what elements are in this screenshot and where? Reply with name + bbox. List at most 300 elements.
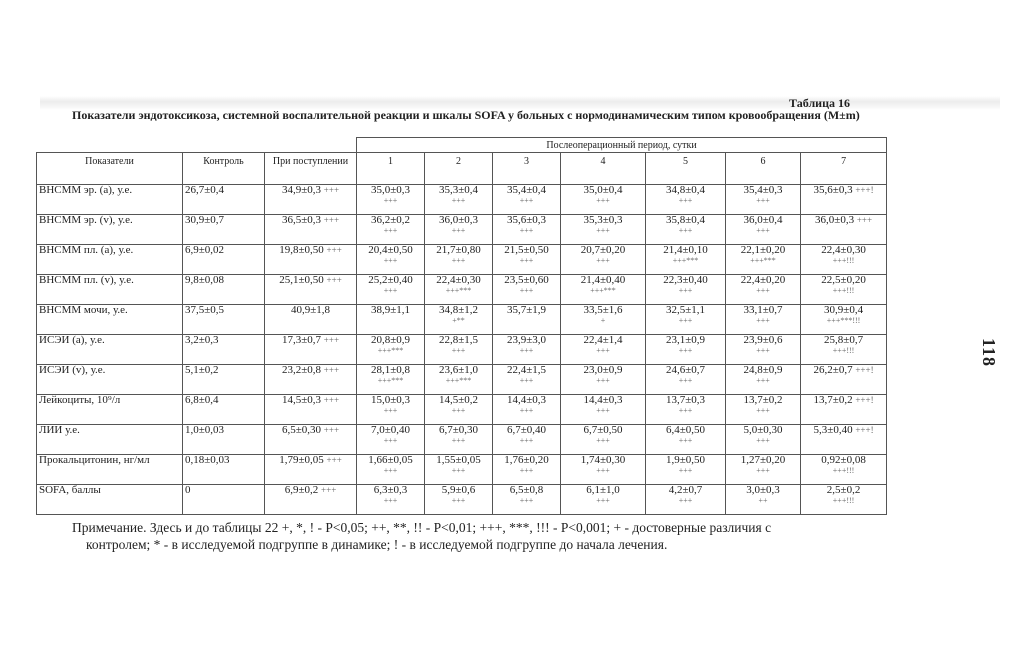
cell-value: 23,9±0,6: [743, 334, 783, 346]
control-value: 0: [183, 485, 265, 515]
cell-value: 21,7±0,80: [436, 244, 481, 256]
value-cell: [726, 275, 801, 305]
value-cell: [425, 335, 493, 365]
value-cell: [357, 245, 425, 275]
value-cell: [425, 305, 493, 335]
cell-value: 40,9±1,8: [290, 304, 331, 316]
value-cell: [561, 275, 646, 305]
table-row: [37, 275, 887, 305]
value-cell: [646, 185, 726, 215]
value-cell: [357, 185, 425, 215]
cell-value: 24,8±0,9: [743, 364, 783, 376]
cell-value: 13,7±0,3: [666, 394, 706, 406]
significance-mark: +++: [678, 376, 693, 385]
value-cell: [493, 425, 561, 455]
value-cell: [265, 275, 357, 305]
value-cell: [425, 425, 493, 455]
cell-value: 23,2±0,8: [282, 364, 322, 376]
value-cell: [493, 395, 561, 425]
value-cell: [357, 425, 425, 455]
footnote-line-1: Примечание. Здесь и до таблицы 22 +, *, ! - P<0,05; ++, **, !! - P<0,01; +++, ***, !!! - P<0,001; + - достоверные различия с: [72, 520, 772, 535]
significance-mark: +++: [383, 286, 398, 295]
cell-value: 6,5±0,30: [282, 424, 322, 436]
value-cell: [493, 335, 561, 365]
cell-value: 35,3±0,3: [583, 214, 623, 226]
value-cell: [493, 275, 561, 305]
cell-value: 22,5±0,20: [821, 274, 866, 286]
value-cell: [726, 185, 801, 215]
significance-mark: +**: [452, 316, 465, 325]
significance-mark: +++: [451, 406, 466, 415]
value-cell: [265, 245, 357, 275]
control-value: 6,8±0,4: [183, 395, 265, 425]
control-value: 5,1±0,2: [183, 365, 265, 395]
significance-mark: +++: [451, 256, 466, 265]
value-cell: [561, 425, 646, 455]
value-cell: [801, 305, 887, 335]
value-cell: [493, 365, 561, 395]
significance-mark: +++: [519, 196, 534, 205]
value-cell: [726, 335, 801, 365]
significance-mark: +++: [756, 316, 770, 325]
cell-value: 5,9±0,6: [441, 484, 476, 496]
significance-mark: +++***: [445, 286, 472, 295]
cell-value: 22,4±1,4: [583, 334, 623, 346]
cell-value: 1,76±0,20: [504, 454, 549, 466]
significance-mark: +++!!!: [832, 496, 855, 505]
significance-mark: +++: [596, 466, 610, 475]
significance-mark: +++: [678, 346, 693, 355]
row-label: ВНСММ пл. (v), у.е.: [37, 275, 183, 305]
cell-value: 6,7±0,40: [507, 424, 547, 436]
significance-mark: +++: [326, 275, 342, 285]
value-cell: [265, 395, 357, 425]
significance-mark: +++!!!: [832, 466, 855, 475]
cell-value: 35,7±1,9: [507, 304, 547, 316]
row-label: ВНСММ эр. (а), у.е.: [37, 185, 183, 215]
value-cell: [357, 305, 425, 335]
cell-value: 23,0±0,9: [583, 364, 623, 376]
value-cell: [726, 425, 801, 455]
cell-value: 35,3±0,4: [439, 184, 479, 196]
significance-mark: +++: [756, 406, 770, 415]
cell-value: 1,55±0,05: [436, 454, 481, 466]
value-cell: [265, 185, 357, 215]
value-cell: [425, 365, 493, 395]
significance-mark: +++!!!: [832, 256, 855, 265]
value-cell: [801, 185, 887, 215]
value-cell: [726, 305, 801, 335]
value-cell: [646, 365, 726, 395]
significance-mark: +++: [383, 466, 398, 475]
table-body: [37, 185, 887, 515]
value-cell: [726, 455, 801, 485]
significance-mark: +++: [323, 185, 340, 195]
cell-value: 34,9±0,3: [282, 184, 322, 196]
cell-value: 35,0±0,3: [371, 184, 411, 196]
significance-mark: +++: [323, 425, 340, 435]
table-row: [37, 215, 887, 245]
significance-mark: +++: [519, 496, 534, 505]
significance-mark: +++: [756, 346, 770, 355]
data-table: [36, 137, 887, 515]
significance-mark: +++!!!: [832, 286, 855, 295]
value-cell: [357, 365, 425, 395]
significance-mark: +++: [323, 395, 340, 405]
value-cell: [801, 455, 887, 485]
value-cell: [561, 455, 646, 485]
cell-value: 26,2±0,7: [813, 364, 853, 376]
value-cell: [425, 215, 493, 245]
empty-corner: [37, 138, 357, 153]
value-cell: [265, 485, 357, 515]
significance-mark: +++***: [672, 256, 699, 265]
value-cell: [726, 395, 801, 425]
column-header: 4: [561, 153, 646, 185]
control-value: 3,2±0,3: [183, 335, 265, 365]
cell-value: 6,3±0,3: [373, 484, 408, 496]
cell-value: 22,4±0,30: [436, 274, 481, 286]
column-header: 7: [801, 153, 887, 185]
value-cell: [493, 305, 561, 335]
significance-mark: +++***: [750, 256, 776, 265]
value-cell: [425, 245, 493, 275]
row-label: ВНСММ пл. (а), у.е.: [37, 245, 183, 275]
column-header: При поступлении: [265, 153, 357, 185]
cell-value: 20,8±0,9: [371, 334, 411, 346]
significance-mark: +++!: [855, 395, 874, 405]
cell-value: 28,1±0,8: [371, 364, 411, 376]
cell-value: 35,0±0,4: [583, 184, 623, 196]
cell-value: 23,6±1,0: [439, 364, 479, 376]
control-value: 9,8±0,08: [183, 275, 265, 305]
row-label: SOFA, баллы: [37, 485, 183, 515]
cell-value: 21,5±0,50: [504, 244, 549, 256]
value-cell: [801, 275, 887, 305]
value-cell: [493, 185, 561, 215]
significance-mark: +++!: [855, 365, 874, 375]
cell-value: 20,4±0,50: [368, 244, 413, 256]
column-header-row: [37, 153, 887, 185]
cell-value: 25,1±0,50: [279, 274, 324, 286]
row-label: ИСЭИ (v), у.е.: [37, 365, 183, 395]
cell-value: 14,4±0,3: [583, 394, 623, 406]
cell-value: 30,9±0,4: [824, 304, 864, 316]
significance-mark: +++: [326, 455, 342, 465]
cell-value: 14,4±0,3: [507, 394, 547, 406]
significance-mark: +++: [451, 226, 466, 235]
cell-value: 35,8±0,4: [666, 214, 706, 226]
significance-mark: +++: [678, 196, 693, 205]
cell-value: 1,9±0,50: [666, 454, 706, 466]
control-value: 6,9±0,02: [183, 245, 265, 275]
cell-value: 35,4±0,3: [743, 184, 783, 196]
cell-value: 25,8±0,7: [824, 334, 864, 346]
row-label: Прокальцитонин, нг/мл: [37, 455, 183, 485]
value-cell: [561, 245, 646, 275]
column-header: 1: [357, 153, 425, 185]
cell-value: 22,8±1,5: [439, 334, 479, 346]
cell-value: 6,9±0,2: [284, 484, 319, 496]
significance-mark: +++: [596, 256, 610, 265]
table-row: [37, 395, 887, 425]
cell-value: 6,5±0,8: [509, 484, 544, 496]
cell-value: 1,66±0,05: [368, 454, 413, 466]
table-row: [37, 185, 887, 215]
significance-mark: +++: [383, 196, 398, 205]
significance-mark: +++: [451, 196, 466, 205]
value-cell: [801, 245, 887, 275]
cell-value: 14,5±0,2: [439, 394, 479, 406]
significance-mark: +++: [519, 346, 534, 355]
significance-mark: +++***!!!: [826, 316, 861, 325]
significance-mark: +++: [678, 316, 693, 325]
control-value: 26,7±0,4: [183, 185, 265, 215]
cell-value: 35,4±0,4: [507, 184, 547, 196]
value-cell: [357, 485, 425, 515]
footnote: [72, 519, 872, 553]
significance-mark: +++!: [855, 425, 874, 435]
significance-mark: +++***: [377, 376, 404, 385]
significance-mark: +++: [323, 335, 340, 345]
cell-value: 23,5±0,60: [504, 274, 549, 286]
cell-value: 22,3±0,40: [663, 274, 708, 286]
significance-mark: +++: [323, 215, 340, 225]
cell-value: 33,1±0,7: [743, 304, 783, 316]
row-label: ИСЭИ (а), у.е.: [37, 335, 183, 365]
significance-mark: +++: [451, 466, 466, 475]
value-cell: [801, 215, 887, 245]
table-number: Таблица 16: [789, 96, 850, 110]
table-row: [37, 425, 887, 455]
value-cell: [726, 245, 801, 275]
cell-value: 13,7±0,2: [813, 394, 853, 406]
significance-mark: +++: [326, 245, 342, 255]
significance-mark: +++: [519, 406, 534, 415]
significance-mark: +++: [678, 286, 693, 295]
cell-value: 6,1±1,0: [586, 484, 620, 496]
value-cell: [561, 335, 646, 365]
cell-value: 13,7±0,2: [743, 394, 783, 406]
value-cell: [801, 395, 887, 425]
significance-mark: +++: [596, 406, 610, 415]
cell-value: 0,92±0,08: [821, 454, 866, 466]
value-cell: [561, 215, 646, 245]
page-number: 118: [979, 337, 1000, 368]
significance-mark: +++: [596, 436, 610, 445]
value-cell: [801, 425, 887, 455]
value-cell: [801, 485, 887, 515]
value-cell: [357, 395, 425, 425]
value-cell: [357, 455, 425, 485]
row-label: ВНСММ мочи, у.е.: [37, 305, 183, 335]
column-header: 2: [425, 153, 493, 185]
significance-mark: +++: [383, 406, 398, 415]
cell-value: 32,5±1,1: [666, 304, 706, 316]
value-cell: [726, 365, 801, 395]
cell-value: 22,4±0,20: [740, 274, 786, 286]
cell-value: 22,1±0,20: [740, 244, 786, 256]
row-label: Лейкоциты, 10⁹/л: [37, 395, 183, 425]
significance-mark: +++: [519, 466, 534, 475]
cell-value: 38,9±1,1: [371, 304, 411, 316]
value-cell: [265, 335, 357, 365]
cell-value: 36,5±0,3: [282, 214, 322, 226]
value-cell: [801, 335, 887, 365]
row-label: ВНСММ эр. (v), у.е.: [37, 215, 183, 245]
table-row: [37, 455, 887, 485]
significance-mark: +++!: [855, 185, 874, 195]
cell-value: 14,5±0,3: [282, 394, 322, 406]
control-value: 1,0±0,03: [183, 425, 265, 455]
value-cell: [561, 395, 646, 425]
significance-mark: +++: [678, 496, 693, 505]
value-cell: [425, 275, 493, 305]
significance-mark: +++: [323, 365, 340, 375]
significance-mark: +++: [678, 466, 693, 475]
cell-value: 35,6±0,3: [507, 214, 547, 226]
significance-mark: +++: [596, 226, 610, 235]
cell-value: 36,0±0,3: [439, 214, 479, 226]
value-cell: [357, 275, 425, 305]
value-cell: [493, 455, 561, 485]
cell-value: 7,0±0,40: [371, 424, 411, 436]
table-row: [37, 305, 887, 335]
significance-mark: +++: [321, 485, 337, 495]
table-row: [37, 365, 887, 395]
cell-value: 36,0±0,4: [743, 214, 783, 226]
cell-value: 15,0±0,3: [371, 394, 411, 406]
significance-mark: +++***: [377, 346, 404, 355]
cell-value: 2,5±0,2: [826, 484, 861, 496]
cell-value: 1,79±0,05: [279, 454, 324, 466]
cell-value: 1,27±0,20: [740, 454, 786, 466]
cell-value: 3,0±0,3: [746, 484, 780, 496]
value-cell: [561, 305, 646, 335]
significance-mark: +++: [756, 286, 770, 295]
cell-value: 21,4±0,40: [580, 274, 626, 286]
cell-value: 22,4±1,5: [507, 364, 547, 376]
significance-mark: +++: [451, 436, 466, 445]
value-cell: [646, 215, 726, 245]
significance-mark: +++***: [445, 376, 472, 385]
cell-value: 5,0±0,30: [743, 424, 783, 436]
column-header: Контроль: [183, 153, 265, 185]
significance-mark: +++: [596, 496, 610, 505]
value-cell: [425, 185, 493, 215]
value-cell: [357, 335, 425, 365]
table-row: [37, 245, 887, 275]
value-cell: [357, 215, 425, 245]
cell-value: 33,5±1,6: [583, 304, 623, 316]
cell-value: 6,7±0,50: [583, 424, 623, 436]
column-header: 3: [493, 153, 561, 185]
significance-mark: +++: [756, 436, 770, 445]
value-cell: [425, 455, 493, 485]
cell-value: 5,3±0,40: [813, 424, 853, 436]
significance-mark: +++: [383, 256, 398, 265]
significance-mark: +++***: [590, 286, 616, 295]
value-cell: [265, 305, 357, 335]
significance-mark: +++: [856, 215, 873, 225]
value-cell: [265, 215, 357, 245]
value-cell: [561, 365, 646, 395]
value-cell: [265, 455, 357, 485]
cell-value: 17,3±0,7: [282, 334, 322, 346]
value-cell: [726, 485, 801, 515]
table-row: [37, 335, 887, 365]
footnote-line-2: контролем; * - в исследуемой подгруппе в динамике; ! - в исследуемой подгруппе до начала лечения.: [86, 537, 668, 552]
value-cell: [646, 395, 726, 425]
cell-value: 36,2±0,2: [371, 214, 411, 226]
value-cell: [646, 425, 726, 455]
control-value: 37,5±0,5: [183, 305, 265, 335]
significance-mark: +++: [451, 496, 466, 505]
significance-mark: +++: [678, 436, 693, 445]
control-value: 0,18±0,03: [183, 455, 265, 485]
value-cell: [493, 485, 561, 515]
significance-mark: +++: [596, 196, 610, 205]
cell-value: 36,0±0,3: [815, 214, 855, 226]
column-header: Показатели: [37, 153, 183, 185]
significance-mark: ++: [758, 496, 768, 505]
significance-mark: +++: [519, 256, 534, 265]
value-cell: [646, 485, 726, 515]
cell-value: 21,4±0,10: [663, 244, 708, 256]
cell-value: 6,4±0,50: [666, 424, 706, 436]
significance-mark: +++: [756, 196, 770, 205]
row-label: ЛИИ у.е.: [37, 425, 183, 455]
value-cell: [425, 485, 493, 515]
significance-mark: +++: [756, 376, 770, 385]
value-cell: [646, 305, 726, 335]
column-header: 6: [726, 153, 801, 185]
value-cell: [425, 395, 493, 425]
table-row: [37, 485, 887, 515]
cell-value: 34,8±0,4: [666, 184, 706, 196]
cell-value: 23,9±3,0: [507, 334, 547, 346]
significance-mark: +++: [519, 436, 534, 445]
value-cell: [646, 335, 726, 365]
significance-mark: +++: [519, 376, 534, 385]
group-header: Послеоперационный период, сутки: [357, 138, 887, 153]
cell-value: 25,2±0,40: [368, 274, 413, 286]
significance-mark: +++: [519, 226, 534, 235]
significance-mark: +++: [383, 436, 398, 445]
value-cell: [726, 215, 801, 245]
significance-mark: +++: [678, 226, 693, 235]
significance-mark: +++: [756, 466, 770, 475]
significance-mark: +: [600, 316, 606, 325]
table-title: Показатели эндотоксикоза, системной воспалительной реакции и шкалы SOFA у больных с нормодинамическим типом кровообращения (M±m): [72, 108, 860, 122]
cell-value: 1,74±0,30: [580, 454, 626, 466]
significance-mark: +++: [756, 226, 770, 235]
value-cell: [646, 245, 726, 275]
control-value: 30,9±0,7: [183, 215, 265, 245]
cell-value: 20,7±0,20: [580, 244, 626, 256]
column-header: 5: [646, 153, 726, 185]
cell-value: 24,6±0,7: [666, 364, 706, 376]
value-cell: [561, 185, 646, 215]
value-cell: [646, 455, 726, 485]
value-cell: [493, 245, 561, 275]
significance-mark: +++: [596, 346, 610, 355]
cell-value: 4,2±0,7: [668, 484, 703, 496]
significance-mark: +++: [596, 376, 610, 385]
significance-mark: +++: [451, 346, 466, 355]
cell-value: 23,1±0,9: [666, 334, 706, 346]
value-cell: [646, 275, 726, 305]
